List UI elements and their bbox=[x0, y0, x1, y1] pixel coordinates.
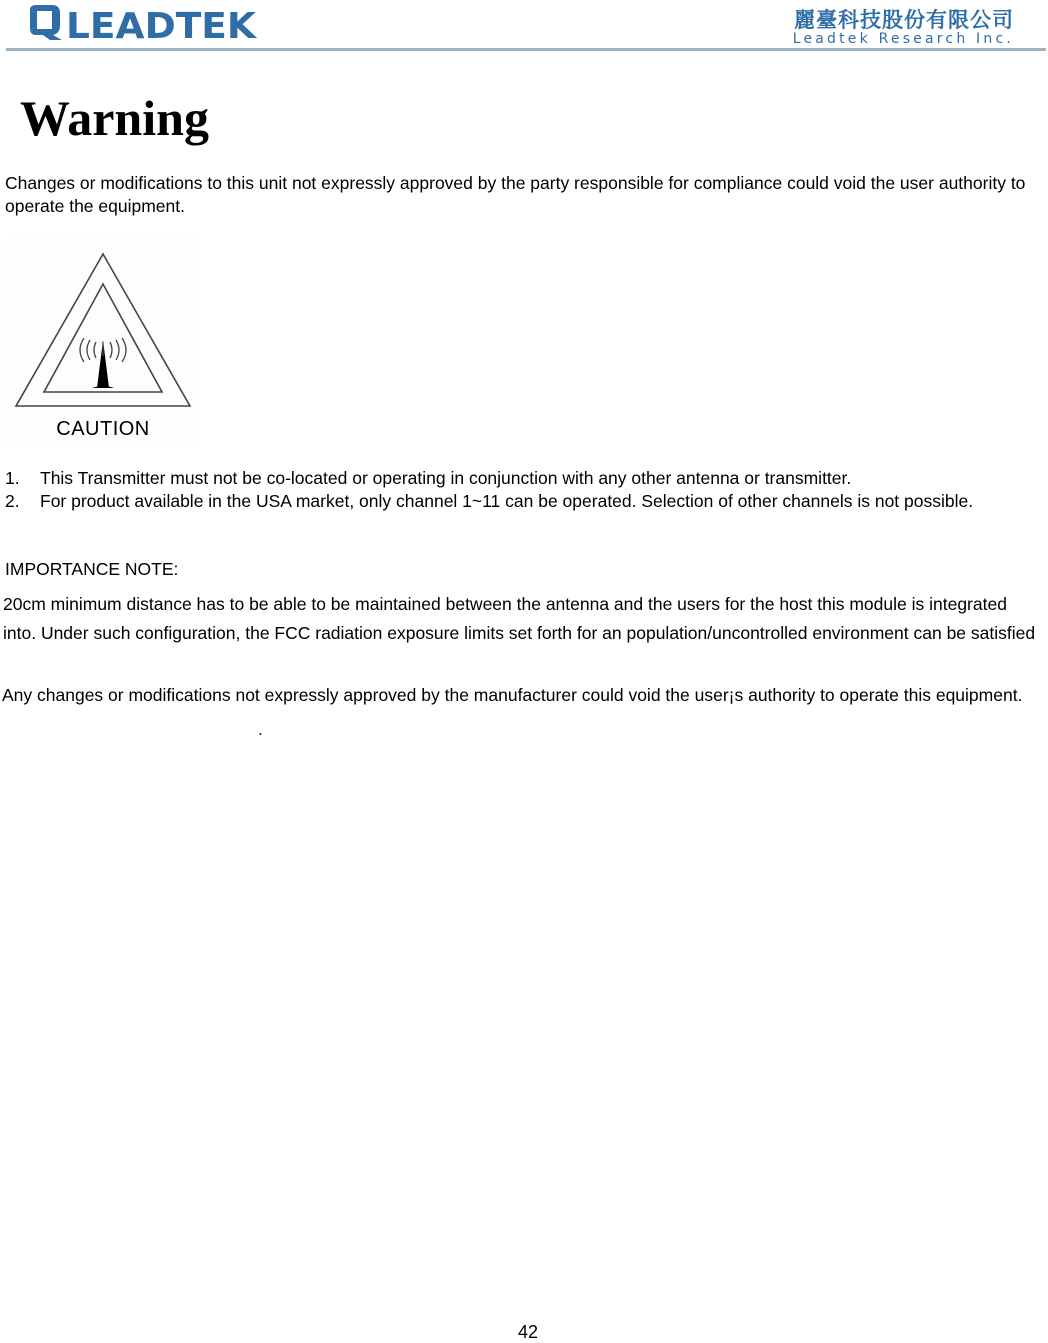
page-header bbox=[0, 0, 1048, 52]
leadtek-logo bbox=[26, 2, 258, 42]
stray-mark: . bbox=[258, 720, 263, 739]
header-divider bbox=[6, 48, 1046, 51]
note-heading: IMPORTANCE NOTE: bbox=[5, 559, 179, 579]
radio-antenna-warning-icon bbox=[6, 238, 200, 444]
list-item-text: For product available in the USA market, only channel 1~11 can be operated. Selection of other channels is not possible. bbox=[40, 491, 974, 511]
list-item-text: This Transmitter must not be co-located or operating in conjunction with any other antenna or transmitter. bbox=[40, 468, 852, 488]
caution-label: CAUTION bbox=[56, 418, 150, 440]
logo-wordmark: LEADTEK bbox=[66, 6, 258, 42]
list-item bbox=[5, 467, 1035, 490]
note-paragraph: 20cm minimum distance has to be able to be maintained between the antenna and the users for the host this module is integrated into. Under such configuration, the FCC radiation exposure limits set forth for an population/uncontrolled environment can be satisfied bbox=[3, 594, 1036, 643]
page-title: Warning bbox=[20, 90, 209, 146]
list-item bbox=[5, 490, 1035, 513]
restrictions-list bbox=[5, 467, 1035, 513]
list-item-number: 2. bbox=[5, 491, 20, 511]
caution-image bbox=[6, 238, 200, 444]
company-name-cn: 麗臺科技股份有限公司 bbox=[794, 8, 1014, 32]
page-number: 42 bbox=[517, 1322, 539, 1342]
closing-paragraph: Any changes or modifications not expressly approved by the manufacturer could void the user¡s authority to operate this equipment. bbox=[2, 685, 1023, 705]
intro-paragraph: Changes or modifications to this unit not expressly approved by the party responsible for compliance could void the user authority to operate the equipment. bbox=[5, 173, 1026, 216]
list-item-number: 1. bbox=[5, 468, 20, 488]
company-name-en: Leadtek Research Inc. bbox=[792, 31, 1014, 47]
